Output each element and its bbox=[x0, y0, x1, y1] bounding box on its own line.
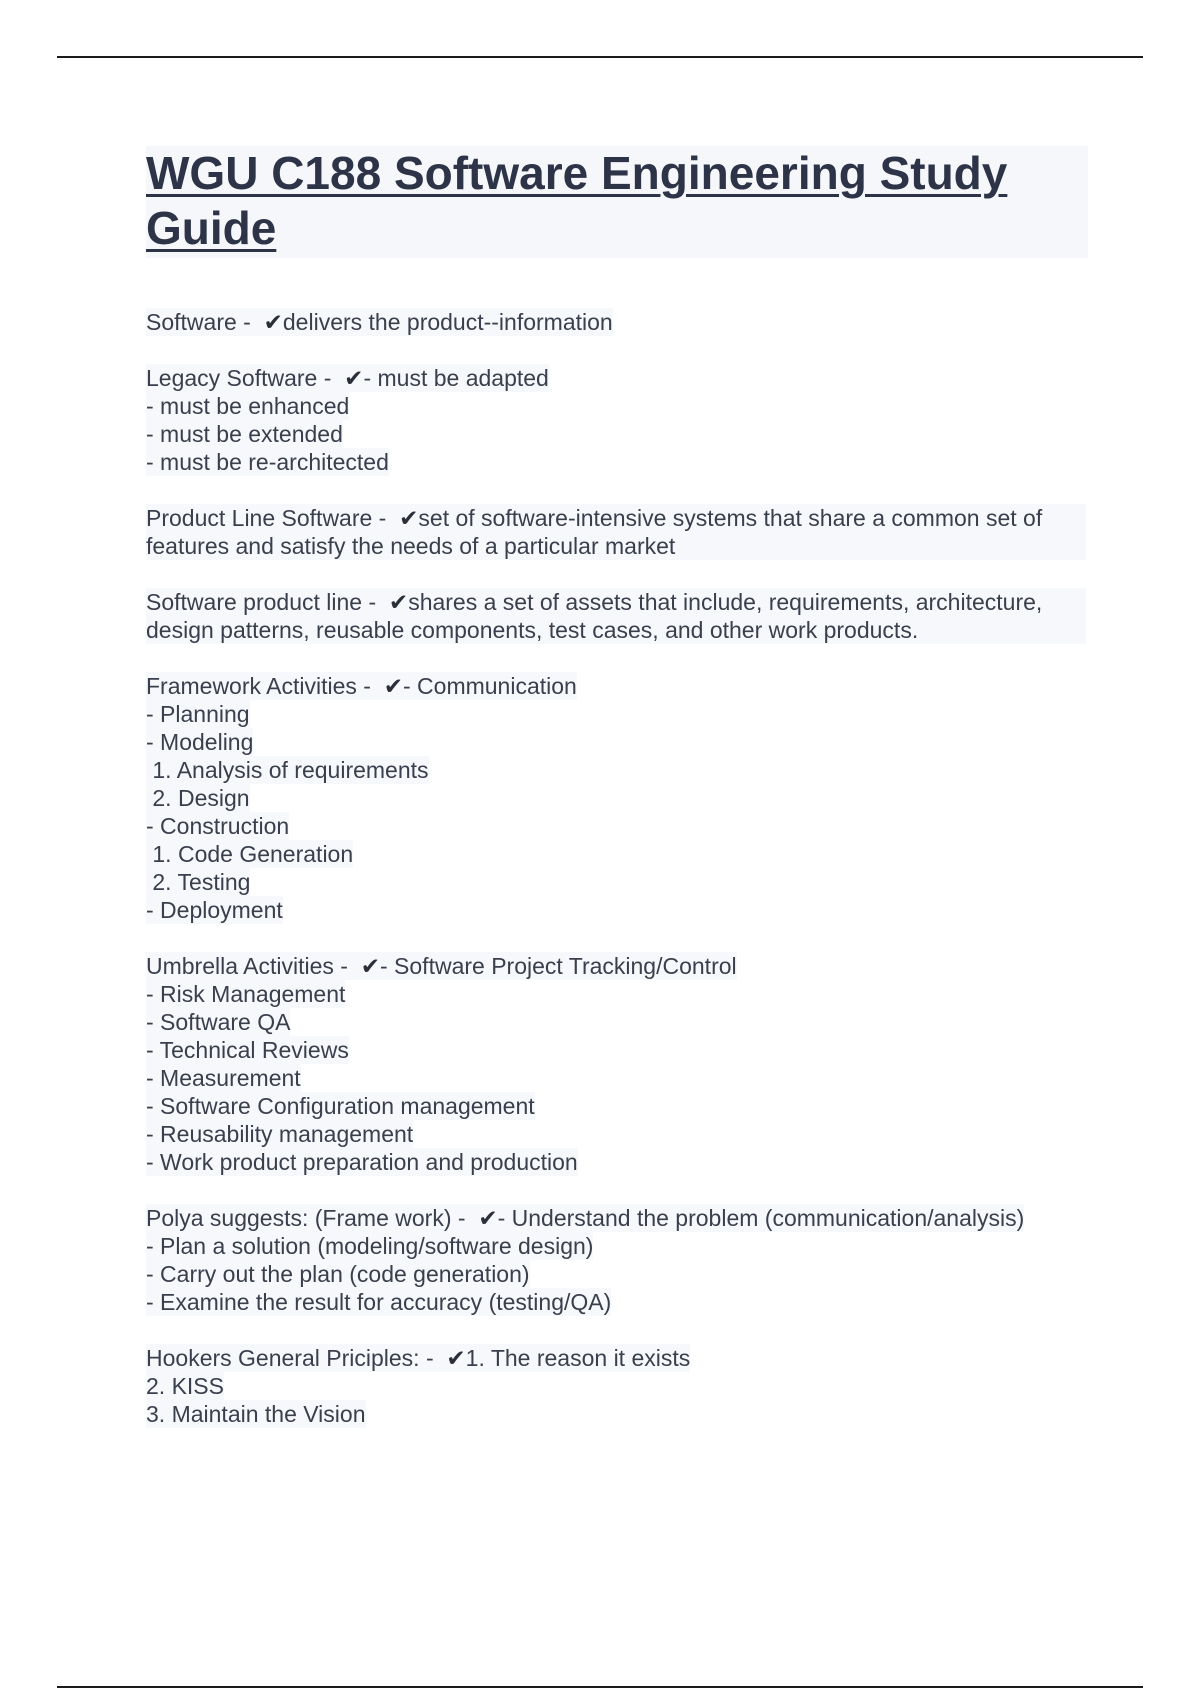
study-entry bbox=[146, 504, 1086, 560]
check-mark-icon: ✔ bbox=[446, 1345, 466, 1371]
entry-detail-line: 3. Maintain the Vision bbox=[146, 1401, 366, 1427]
entry-detail-line: - Software Configuration management bbox=[146, 1093, 535, 1119]
entry-detail-line: - Risk Management bbox=[146, 981, 346, 1007]
entry-term: Product Line Software - bbox=[146, 505, 400, 531]
entry-first-line bbox=[146, 588, 1086, 644]
entry-list bbox=[146, 308, 1088, 1428]
check-mark-icon: ✔ bbox=[399, 505, 419, 531]
entry-detail-line: - Construction bbox=[146, 813, 290, 839]
entry-term: Software - bbox=[146, 309, 264, 335]
entry-definition: set of software-intensive systems that share a common set of features and satisfy the needs of a particular market bbox=[146, 505, 1043, 559]
entry-detail-line: 2. Design bbox=[146, 785, 250, 811]
entry-first-line bbox=[146, 504, 1086, 560]
entry-definition: - Understand the problem (communication/analysis) bbox=[497, 1205, 1025, 1231]
entry-definition: - Communication bbox=[403, 673, 577, 699]
entry-first-line bbox=[146, 1344, 690, 1372]
entry-definition: 1. The reason it exists bbox=[465, 1345, 691, 1371]
entry-detail-line: - Modeling bbox=[146, 729, 254, 755]
study-entry bbox=[146, 672, 1086, 924]
bottom-rule bbox=[57, 1686, 1143, 1688]
entry-first-line bbox=[146, 1204, 1024, 1232]
entry-term: Umbrella Activities - bbox=[146, 953, 361, 979]
entry-detail-line: - Examine the result for accuracy (testing/QA) bbox=[146, 1289, 612, 1315]
entry-detail-line: - Reusability management bbox=[146, 1121, 414, 1147]
check-mark-icon: ✔ bbox=[478, 1205, 498, 1231]
entry-detail-line: - must be enhanced bbox=[146, 393, 350, 419]
entry-detail-line: - Planning bbox=[146, 701, 250, 727]
entry-term: Hookers General Priciples: - bbox=[146, 1345, 447, 1371]
entry-term: Legacy Software - bbox=[146, 365, 345, 391]
entry-first-line bbox=[146, 672, 577, 700]
check-mark-icon: ✔ bbox=[360, 953, 380, 979]
study-entry bbox=[146, 952, 1086, 1176]
entry-detail-line: - Deployment bbox=[146, 897, 283, 923]
entry-detail-line: 2. Testing bbox=[146, 869, 251, 895]
entry-term: Framework Activities - bbox=[146, 673, 384, 699]
study-entry bbox=[146, 1344, 1086, 1428]
entry-definition: - must be adapted bbox=[363, 365, 549, 391]
entry-definition: - Software Project Tracking/Control bbox=[380, 953, 737, 979]
document-body bbox=[146, 146, 1088, 1456]
entry-detail-line: - Work product preparation and production bbox=[146, 1149, 578, 1175]
entry-detail-line: - Technical Reviews bbox=[146, 1037, 349, 1063]
entry-definition: shares a set of assets that include, requirements, architecture, design patterns, reusable components, test cases, and other work products. bbox=[146, 589, 1043, 643]
entry-detail-line: - Software QA bbox=[146, 1009, 291, 1035]
document-title: WGU C188 Software Engineering Study Guide bbox=[146, 146, 1088, 258]
entry-first-line bbox=[146, 308, 613, 336]
check-mark-icon: ✔ bbox=[263, 309, 283, 335]
entry-detail-line: - Measurement bbox=[146, 1065, 301, 1091]
entry-detail-line: - must be extended bbox=[146, 421, 343, 447]
check-mark-icon: ✔ bbox=[344, 365, 364, 391]
study-entry bbox=[146, 1204, 1086, 1316]
entry-detail-line: - Plan a solution (modeling/software design) bbox=[146, 1233, 594, 1259]
check-mark-icon: ✔ bbox=[383, 673, 403, 699]
entry-first-line bbox=[146, 952, 737, 980]
entry-detail-line: 2. KISS bbox=[146, 1373, 224, 1399]
entry-term: Software product line - bbox=[146, 589, 389, 615]
entry-first-line bbox=[146, 364, 549, 392]
check-mark-icon: ✔ bbox=[388, 589, 409, 615]
entry-detail-line: 1. Analysis of requirements bbox=[146, 757, 429, 783]
study-entry bbox=[146, 308, 1086, 336]
entry-term: Polya suggests: (Frame work) - bbox=[146, 1205, 479, 1231]
entry-detail-line: - Carry out the plan (code generation) bbox=[146, 1261, 530, 1287]
entry-detail-line: 1. Code Generation bbox=[146, 841, 354, 867]
study-entry bbox=[146, 364, 1086, 476]
top-rule bbox=[57, 56, 1143, 58]
entry-definition: delivers the product--information bbox=[282, 309, 613, 335]
entry-detail-line: - must be re-architected bbox=[146, 449, 389, 475]
study-entry bbox=[146, 588, 1086, 644]
